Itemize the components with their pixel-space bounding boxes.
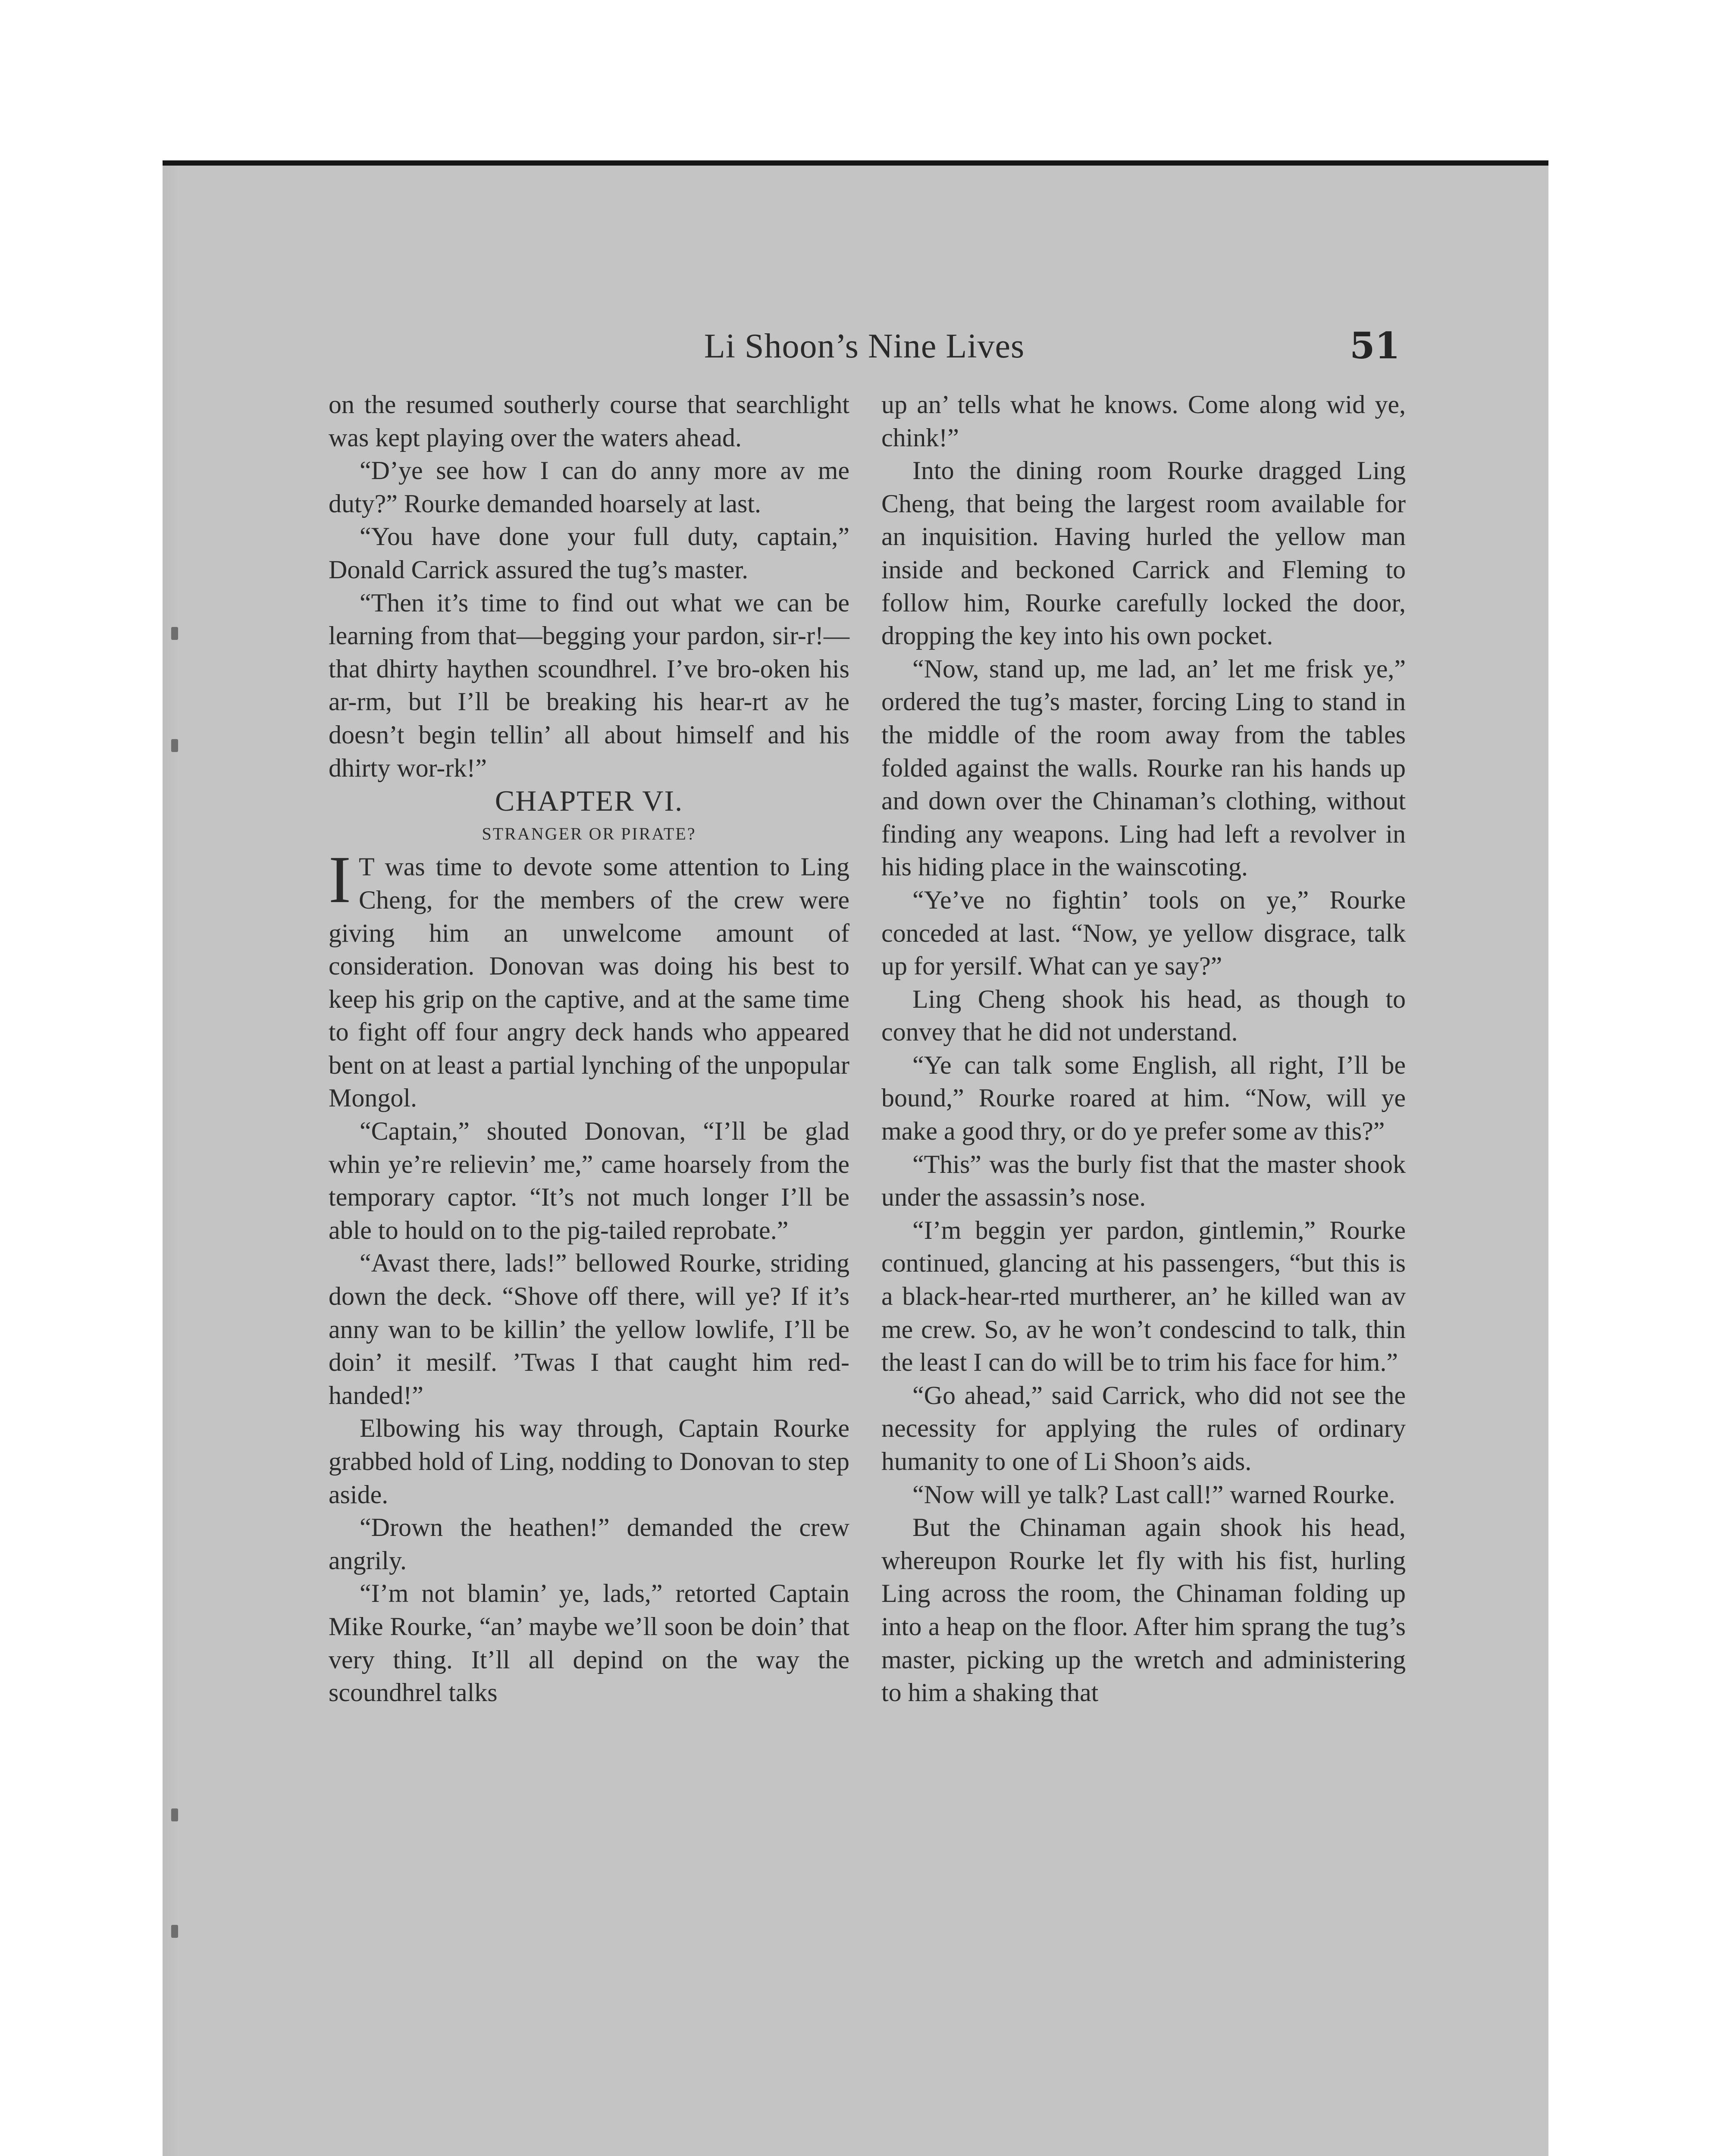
paragraph: “Then it’s time to find out what we can be learning from that—begging your pardon, sir-r!—that dhirty haythen scoundhrel. I’ve bro-oken his ar-rm, but I’ll be breaking his hear-rt av he doesn’t begin tellin’ all about himself and his dhirty wor-rk!” — [329, 588, 849, 782]
paragraph: But the Chinaman again shook his head, whereupon Rourke let fly with his fist, hurling Ling across the room, the Chinaman folding up into a heap on the floor. After him sprang the tug’s master, picking up the wretch and administering to him a shaking that — [881, 1513, 1406, 1707]
right-column — [881, 388, 1406, 1709]
running-head-title: Li Shoon’s Nine Lives — [704, 327, 1025, 365]
page-scan — [163, 160, 1548, 2156]
paragraph: “I’m beggin yer pardon, gintlemin,” Rourke continued, glancing at his passengers, “but this is a black-hear-rted murtherer, an’ he killed wan av me crew. So, av he won’t condescind to talk, thin the least I can do will be to trim his face for him.” — [881, 1216, 1406, 1377]
page-number: 51 — [1350, 324, 1400, 367]
paragraph: Elbowing his way through, Captain Rourke grabbed hold of Ling, nodding to Donovan to step aside. — [329, 1414, 849, 1509]
paragraph: “Now, stand up, me lad, an’ let me frisk ye,” ordered the tug’s master, forcing Ling to stand in the middle of the room away from the tables folded against the walls. Rourke ran his hands up and down over the Chinaman’s clothing, without finding any weapons. Ling had left a revolver in his hiding place in the wainscoting. — [881, 654, 1406, 881]
binding-hole — [171, 1808, 178, 1821]
paragraph: “Drown the heathen!” demanded the crew angrily. — [329, 1513, 849, 1575]
paragraph: up an’ tells what he knows. Come along wid ye, chink!” — [881, 390, 1406, 452]
paragraph: Ling Cheng shook his head, as though to convey that he did not understand. — [881, 984, 1406, 1047]
running-head — [329, 324, 1400, 374]
paragraph: “Ye can talk some English, all right, I’ll be bound,” Rourke roared at him. “Now, will ye make a good thry, or do ye prefer some av this?” — [881, 1050, 1406, 1146]
left-column — [329, 388, 849, 1709]
paragraph: “D’ye see how I can do anny more av me duty?” Rourke demanded hoarsely at last. — [329, 456, 849, 518]
paragraph: “Captain,” shouted Donovan, “I’ll be glad whin ye’re relievin’ me,” came hoarsely from the temporary captor. “It’s not much longer I’ll be able to hould on to the pig-tailed reprobate.” — [329, 1117, 849, 1244]
paragraph: Into the dining room Rourke dragged Ling Cheng, that being the largest room available for an inquisition. Having hurled the yellow man inside and beckoned Carrick and Fleming to follow him, Rourke carefully locked the door, dropping the key into his own pocket. — [881, 456, 1406, 650]
paragraph: “Avast there, lads!” bellowed Rourke, striding down the deck. “Shove off there, will ye? If it’s anny wan to be killin’ the yellow lowlife, I’ll be doin’ it mesilf. ’Twas I that caught him red-handed!” — [329, 1249, 849, 1410]
binding-hole — [171, 627, 178, 640]
drop-cap: I — [329, 842, 351, 917]
paragraph: “You have done your full duty, captain,” Donald Carrick assured the tug’s master. — [329, 522, 849, 584]
paragraph: on the resumed southerly course that searchlight was kept playing over the waters ahead. — [329, 390, 849, 452]
paragraph: “This” was the burly fist that the master shook under the assassin’s nose. — [881, 1150, 1406, 1212]
paragraph: “Now will ye talk? Last call!” warned Rourke. — [912, 1480, 1395, 1509]
paragraph — [329, 842, 849, 1115]
paragraph: “Go ahead,” said Carrick, who did not see the necessity for applying the rules of ordinary humanity to one of Li Shoon’s aids. — [881, 1381, 1406, 1476]
paragraph-text: T was time to devote some attention to Ling Cheng, for the members of the crew were giving him an unwelcome amount of consideration. Donovan was doing his best to keep his grip on the captive, and at the same time to fight off four angry deck hands who appeared bent on at least a partial lynching of the unpopular Mongol. — [329, 852, 849, 1112]
chapter-title: CHAPTER VI. — [495, 784, 683, 818]
paragraph: “I’m not blamin’ ye, lads,” retorted Captain Mike Rourke, “an’ maybe we’ll soon be doin’ that very thing. It’ll all depind on the way the scoundhrel talks — [329, 1579, 849, 1707]
binding-hole — [171, 739, 178, 752]
binding-hole — [171, 1925, 178, 1938]
paragraph: “Ye’ve no fightin’ tools on ye,” Rourke conceded at last. “Now, ye yellow disgrace, talk up for yersilf. What can ye say?” — [881, 885, 1406, 981]
chapter-subtitle: STRANGER OR PIRATE? — [482, 824, 696, 843]
